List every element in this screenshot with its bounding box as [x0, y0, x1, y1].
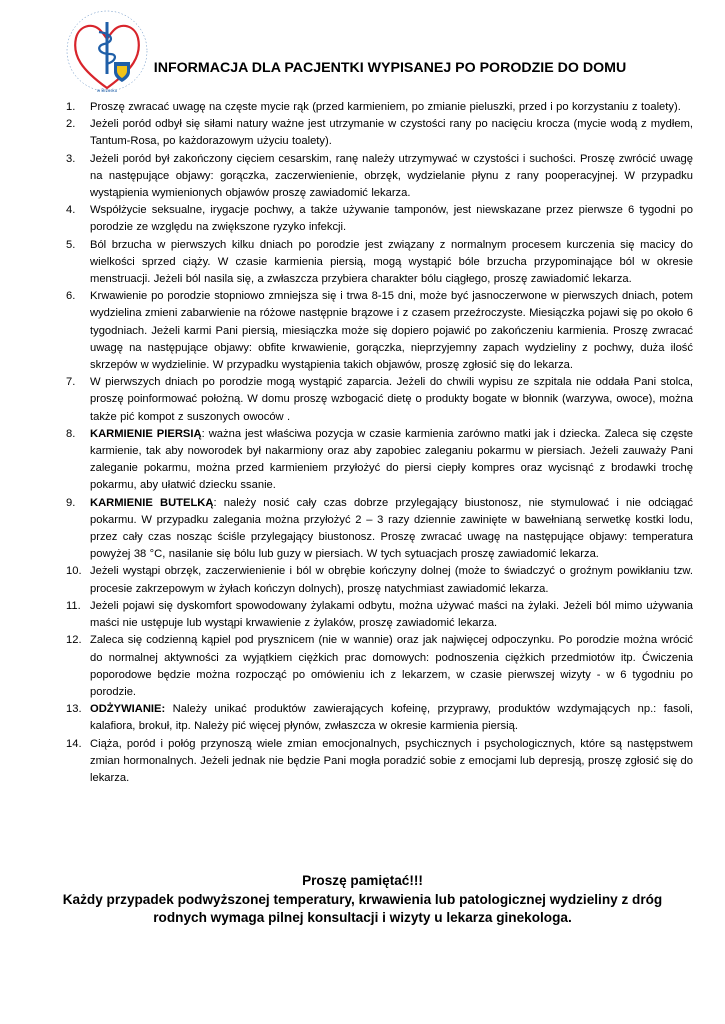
item-text: Jeżeli wystąpi obrzęk, zaczerwienienie i ból w obrębie kończyny dolnej (może to świadczyć o groźnym powikłaniu tzw. procesie zakrzepowym w żyłach kończyn dolnych), proszę natychmiast zawiadomić lekarza.	[90, 565, 693, 595]
item-keyword: ODŻYWIANIE:	[90, 703, 166, 716]
item-number: 5.	[66, 238, 76, 251]
list-item	[66, 426, 693, 495]
list-item	[66, 701, 693, 735]
list-item	[66, 288, 693, 374]
item-number: 10.	[66, 565, 82, 578]
item-text: Jeżeli pojawi się dyskomfort spowodowany żylakami odbytu, można używać maści na żylaki. Jeżeli ból mimo używania maści nie ustępuje lub wystąpi krwawienie z żylaków, proszę zawiadomić lekarza.	[90, 599, 693, 630]
item-number: 1.	[66, 101, 76, 113]
item-keyword: KARMIENIE BUTELKĄ	[90, 496, 214, 509]
list-item	[66, 151, 693, 203]
list-item	[66, 202, 693, 236]
item-text: Ciąża, poród i połóg przynoszą wiele zmian emocjonalnych, psychicznych i psychologicznych, które są następstwem zmian hormonalnych. Jeżeli jednak nie będzie Pani mogła poradzić sobie z emocjami lub depresją, proszę zgłosić się do lekarza.	[90, 737, 693, 784]
list-item	[66, 374, 693, 426]
item-keyword: KARMIENIE PIERSIĄ	[90, 427, 202, 440]
item-text: Należy unikać produktów zawierających kofeinę, przyprawy, produktów wzdymających np.: fasoli, kalafiora, brokuł, itp. Należy pić więcej płynów, zwłaszcza w okresie karmienia piersią.	[90, 703, 693, 733]
item-number: 3.	[66, 152, 76, 165]
list-item	[66, 563, 693, 597]
item-number: 12.	[66, 634, 82, 647]
item-number: 4.	[66, 204, 76, 217]
item-text: Ból brzucha w pierwszych kilku dniach po porodzie jest związany z normalnym procesem kurczenia się macicy do wielkości sprzed ciąży. W czasie karmienia piersią, mogą wystąpić bóle brzucha przypominające ból w okresie menstruacji. Jeżeli ból nasila się, a zwłaszcza przybiera charakter bólu ciągłego, proszę zawiadomić lekarza.	[90, 238, 693, 286]
list-item	[66, 237, 693, 289]
item-number: 7.	[66, 376, 76, 389]
item-text: Proszę zwracać uwagę na częste mycie rąk (przed karmieniem, po zmianie pieluszki, przed i po korzystaniu z toalety).	[90, 101, 681, 113]
list-item	[66, 598, 693, 632]
item-text: : należy nosić cały czas dobrze przylegający biustonosz, nie stymulować i nie odciągać pokarmu. W przypadku zalegania można przyłożyć 2 – 3 razy dziennie zawinięte w bawełnianą serwetkę kostki lodu, przez cały czas nosząc ściśle przylegający biustonosz. Proszę zwracać uwagę na następujące objawy: temperatura powyżej 38 °C, nasilanie się bólu lub guzy w piersiach. W tych sytuacjach proszę zawiadomić lekarza.	[90, 496, 693, 561]
list-item	[66, 736, 693, 788]
instructions-list	[66, 99, 693, 787]
list-item	[66, 116, 693, 150]
item-number: 2.	[66, 118, 76, 131]
reminder-heading: Proszę pamiętać!!!	[302, 873, 423, 888]
item-text: W pierwszych dniach po porodzie mogą wystąpić zaparcia. Jeżeli do chwili wypisu ze szpitala nie oddała Pani stolca, proszę poinformować położną. W domu proszę wzbogacić dietę o produkty bogate w błonnik (warzywa, owoce), można także pić kompot z suszonych owoców .	[90, 376, 693, 423]
item-text: Jeżeli poród był zakończony cięciem cesarskim, ranę należy utrzymywać w czystości i suchości. Proszę zwrócić uwagę na następujące objawy: gorączka, zaczerwienienie, obrzęk, wydzielanie płynu z rany pooperacyjnej. W przypadku wystąpienia wymienionych objawów proszę zawiadomić lekarza.	[90, 152, 693, 200]
item-text: Krwawienie po porodzie stopniowo zmniejsza się i trwa 8-15 dni, może być jasnoczerwone w pierwszych dniach, potem wydzielina zmieni zabarwienie na różowe następnie brązowe i z czasem przeźroczyste. Miesiączka pojawi się po około 6 tygodniach. Jeżeli karmi Pani piersią, miesiączka może się dopiero pojawić po zakończeniu karmienia. Proszę zwracać uwagę na następujące objawy: obfite krwawienie, gorączka, nieprzyjemny zapach wydzieliny z pochwy, duża ilość skrzepów w wydzielinie. W przypadku wystąpienia takich objawów, proszę zgłosić się do lekarza.	[90, 290, 693, 372]
item-text: : ważna jest właściwa pozycja w czasie karmienia zarówno matki jak i dziecka. Zaleca się częste karmienie, tak aby noworodek był nakarmiony oraz aby zapobiec zaleganiu pokarmu w piersiach. Jeżeli zauważy Pani zaleganie pokarmu, można przed karmieniem przyłożyć do piersi ciepły kompres oraz wycisnąć z brodawki trochę pokarmu, aby ułatwić dziecku ssanie.	[90, 427, 693, 492]
svg-text:w Brzesku: w Brzesku	[96, 88, 118, 93]
item-number: 9.	[66, 496, 76, 509]
item-text: Zaleca się codzienną kąpiel pod prysznicem (nie w wannie) oraz jak najwięcej odpoczynku. Po porodzie można wrócić do normalnej aktywności za wyjątkiem ciężkich prac domowych: podnoszenia ciężkich przedmiotów itp. Ćwiczenia poporodowe będzie można rozpocząć po omówieniu ich z lekarzem, w czasie pierwszej wizyty - w 6 tygodniu po porodzie.	[90, 634, 693, 698]
item-text: Jeżeli poród odbył się siłami natury ważne jest utrzymanie w czystości rany po nacięciu krocza (mycie wodą z mydłem, Tantum-Rosa, po każdorazowym użyciu toalety).	[90, 118, 693, 148]
item-number: 14.	[66, 737, 82, 750]
item-number: 11.	[66, 599, 81, 612]
item-text: Współżycie seksualne, irygacje pochwy, a także używanie tamponów, jest niewskazane przez pierwsze 6 tygodni po porodzie ze względu na zwiększone ryzyko infekcji.	[90, 204, 693, 234]
list-item	[66, 99, 693, 116]
list-item	[66, 495, 693, 564]
hospital-logo	[64, 8, 150, 94]
list-item	[66, 632, 693, 701]
item-number: 13.	[66, 703, 82, 716]
item-number: 6.	[66, 290, 76, 303]
logo-emblem-icon	[64, 8, 150, 94]
page-title: INFORMACJA DLA PACJENTKI WYPISANEJ PO PORODZIE DO DOMU	[153, 60, 627, 76]
reminder-box	[60, 872, 665, 928]
item-number: 8.	[66, 427, 76, 440]
reminder-text: Każdy przypadek podwyższonej temperatury, krwawienia lub patologicznej wydzieliny z dróg rodnych wymaga pilnej konsultacji i wizyty u lekarza ginekologa.	[62, 891, 663, 925]
